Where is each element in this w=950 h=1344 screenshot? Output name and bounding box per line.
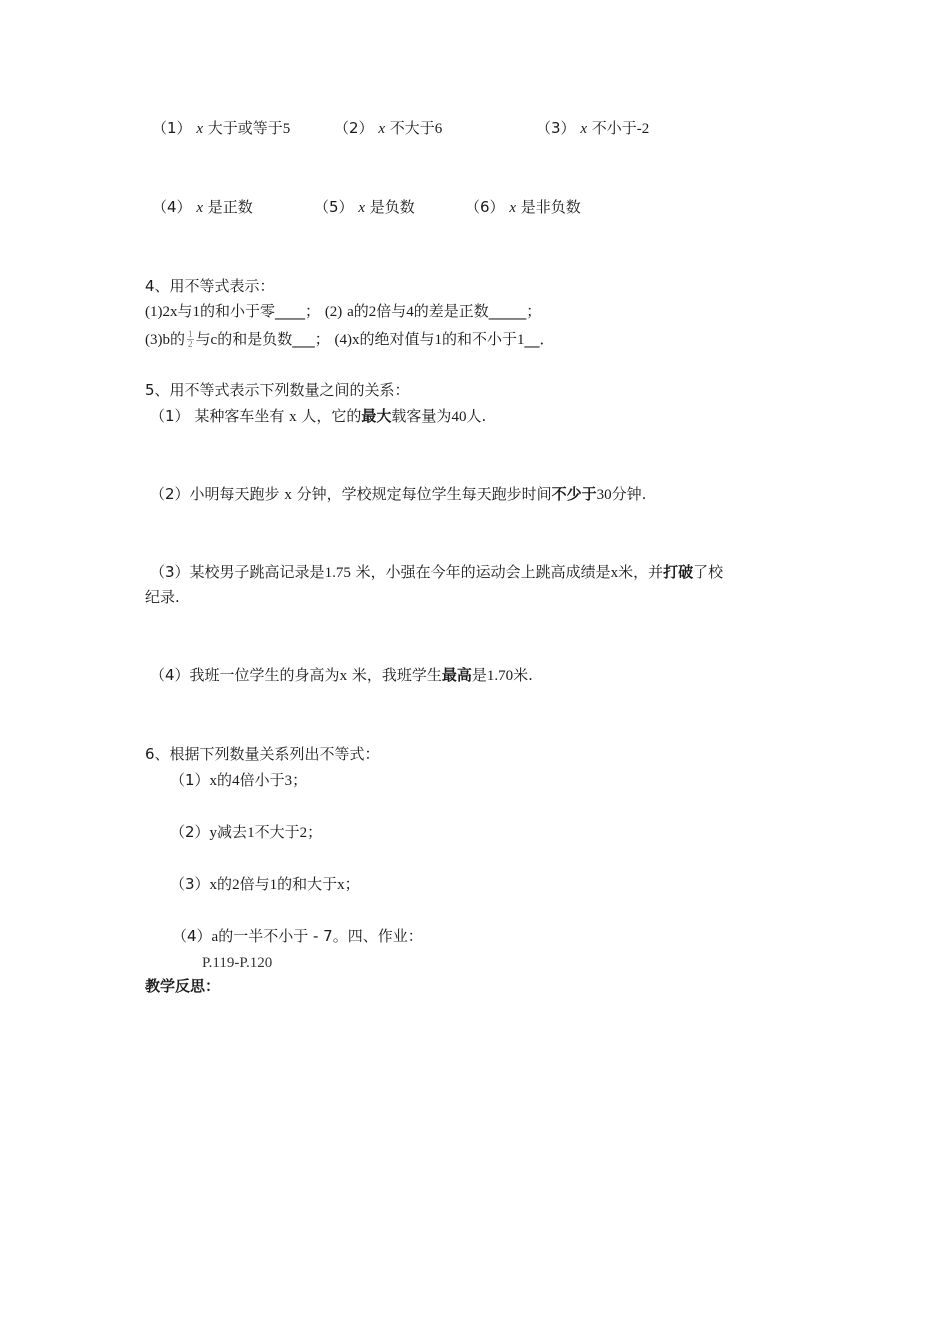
teaching-reflection-heading: 教学反思：: [145, 977, 221, 995]
q4-title: 4、用不等式表示：: [145, 277, 275, 295]
q5-item-4: （4）我班一位学生的身高为x 米，我班学生最高是1.70米.: [150, 666, 533, 684]
q5-item-3: （3）某校男子跳高记录是1.75 米，小强在今年的运动会上跳高成绩是x米，并打破了校: [150, 563, 724, 581]
q6-item-3: （3）x的2倍与1的和大于x；: [170, 875, 360, 893]
q3-item-1: （1） x 大于或等于5: [152, 119, 291, 137]
q6-item-4: （4）a的一半不小于 - 7。四、作业：: [172, 927, 423, 945]
q5-item-1: （1） 某种客车坐有 x 人，它的最大载客量为40人.: [150, 407, 487, 425]
homework-pages: P.119-P.120: [202, 955, 273, 971]
q4-line-2: (3)b的 $\frac{1}{2}$ 与c的和是负数___； (4)x的绝对值与1的和不小于1__．: [145, 329, 555, 349]
q3-item-4: （4） x 是正数: [152, 198, 253, 216]
q6-item-2: （2）y减去1不大于2；: [170, 823, 323, 841]
q6-title: 6、根据下列数量关系列出不等式：: [145, 745, 380, 763]
q5-item-2: （2）小明每天跑步 x 分钟，学校规定每位学生每天跑步时间不少于30分钟.: [150, 485, 647, 503]
q5-title: 5、用不等式表示下列数量之间的关系：: [145, 381, 410, 399]
q6-item-1: （1）x的4倍小于3；: [170, 771, 308, 789]
q4-line-1: (1)2x与1的和小于零____； (2) a的2倍与4的差是正数_____；: [145, 302, 542, 320]
fraction-half: $\frac{1}{2}$: [188, 329, 193, 349]
q3-item-6: （6） x 是非负数: [465, 198, 581, 216]
q5-item-3-cont: 纪录.: [145, 588, 180, 606]
q3-item-5: （5） x 是负数: [314, 198, 415, 216]
q3-item-2: （2） x 不大于6: [334, 119, 443, 137]
q3-item-3: （3） x 不小于-2: [536, 119, 650, 137]
